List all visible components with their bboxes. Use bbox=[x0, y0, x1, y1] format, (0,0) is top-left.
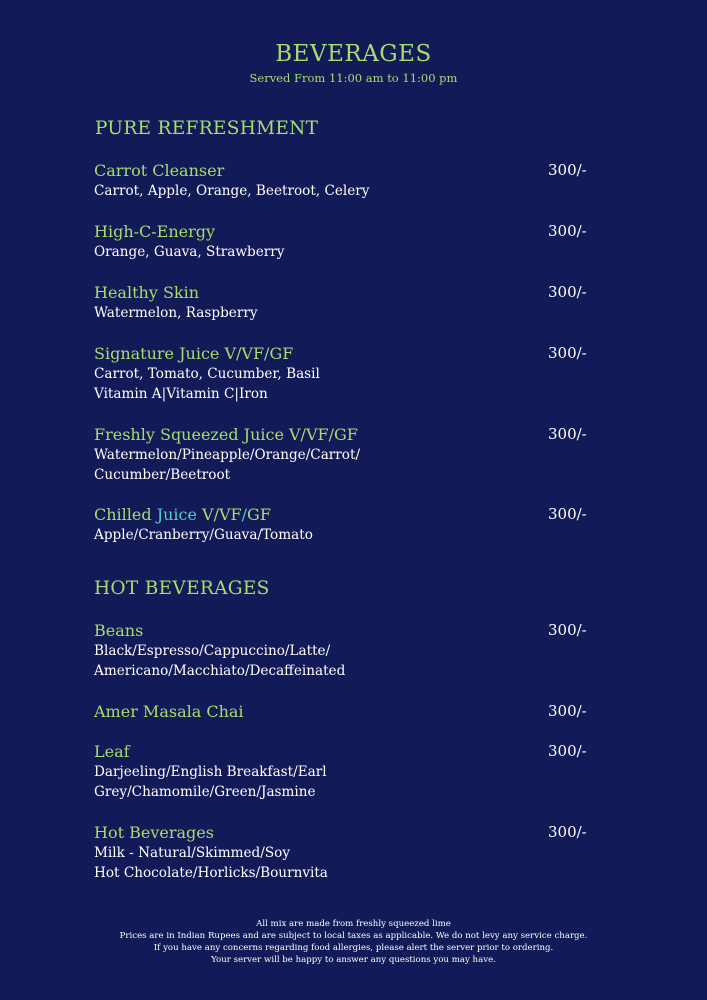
page-title: BEVERAGES bbox=[275, 41, 432, 67]
menu-item-carrot-cleanser bbox=[94, 160, 614, 201]
item-description: Apple/Cranberry/Guava/Tomato bbox=[94, 527, 313, 543]
item-name: High-C-Energy bbox=[94, 222, 216, 241]
footer-note: If you have any concerns regarding food allergies, please alert the server prior to ordering. bbox=[153, 943, 554, 953]
item-name: Signature Juice V/VF/GF bbox=[94, 344, 294, 363]
item-description: Milk - Natural/Skimmed/Soy bbox=[94, 845, 291, 861]
item-description: Orange, Guava, Strawberry bbox=[94, 244, 285, 260]
item-name: Amer Masala Chai bbox=[94, 702, 244, 721]
item-price: 300/- bbox=[548, 425, 587, 443]
footer-note: Your server will be happy to answer any questions you may have. bbox=[211, 955, 496, 965]
menu-item-signature-juice bbox=[94, 343, 614, 404]
item-name: Hot Beverages bbox=[94, 823, 214, 842]
item-description: Black/Espresso/Cappuccino/Latte/ bbox=[94, 643, 331, 659]
menu-footer-notes bbox=[0, 918, 707, 966]
item-name: Leaf bbox=[94, 742, 130, 761]
item-price: 300/- bbox=[548, 344, 587, 362]
item-description: Watermelon, Raspberry bbox=[94, 305, 258, 321]
menu-item-amer-masala-chai bbox=[94, 701, 614, 722]
item-description: Watermelon/Pineapple/Orange/Carrot/ bbox=[94, 447, 361, 463]
item-name bbox=[94, 504, 614, 525]
item-name-part: Juice bbox=[156, 505, 197, 524]
menu-item-leaf bbox=[94, 741, 614, 802]
item-price: 300/- bbox=[548, 222, 587, 240]
section-heading-hot-beverages: HOT BEVERAGES bbox=[94, 578, 270, 599]
menu-header bbox=[0, 40, 707, 86]
item-description: Cucumber/Beetroot bbox=[94, 467, 231, 483]
menu-item-hot-beverages bbox=[94, 822, 614, 883]
item-description: Vitamin A|Vitamin C|Iron bbox=[94, 386, 268, 402]
item-price: 300/- bbox=[548, 161, 587, 179]
menu-item-high-c-energy bbox=[94, 221, 614, 262]
menu-item-healthy-skin bbox=[94, 282, 614, 323]
section-heading-pure-refreshment: PURE REFRESHMENT bbox=[95, 118, 319, 139]
item-name: Healthy Skin bbox=[94, 283, 200, 302]
item-name: Carrot Cleanser bbox=[94, 161, 225, 180]
item-price: 300/- bbox=[548, 283, 587, 301]
item-name: Beans bbox=[94, 621, 144, 640]
item-name-part: GF bbox=[247, 505, 271, 524]
menu-item-chilled-juice bbox=[94, 504, 614, 545]
item-name-part: V/VF bbox=[196, 505, 242, 524]
item-name: Freshly Squeezed Juice V/VF/GF bbox=[94, 425, 358, 444]
footer-note: All mix are made from freshly squeezed lime bbox=[256, 919, 451, 929]
item-description: Hot Chocolate/Horlicks/Bournvita bbox=[94, 865, 328, 881]
item-price: 300/- bbox=[548, 505, 587, 523]
menu-item-freshly-squeezed-juice bbox=[94, 424, 614, 485]
item-description: Carrot, Apple, Orange, Beetroot, Celery bbox=[94, 183, 370, 199]
item-price: 300/- bbox=[548, 702, 587, 720]
item-description: Americano/Macchiato/Decaffeinated bbox=[94, 663, 346, 679]
footer-note: Prices are in Indian Rupees and are subject to local taxes as applicable. We do not levy any service charge. bbox=[119, 931, 588, 941]
item-name-part: Chilled bbox=[94, 505, 157, 524]
item-name-part: / bbox=[241, 505, 248, 524]
item-price: 300/- bbox=[548, 742, 587, 760]
item-price: 300/- bbox=[548, 823, 587, 841]
item-description: Carrot, Tomato, Cucumber, Basil bbox=[94, 366, 320, 382]
item-description: Grey/Chamomile/Green/Jasmine bbox=[94, 784, 316, 800]
menu-item-beans bbox=[94, 620, 614, 681]
service-hours: Served From 11:00 am to 11:00 pm bbox=[249, 71, 458, 85]
item-description: Darjeeling/English Breakfast/Earl bbox=[94, 764, 327, 780]
item-price: 300/- bbox=[548, 621, 587, 639]
